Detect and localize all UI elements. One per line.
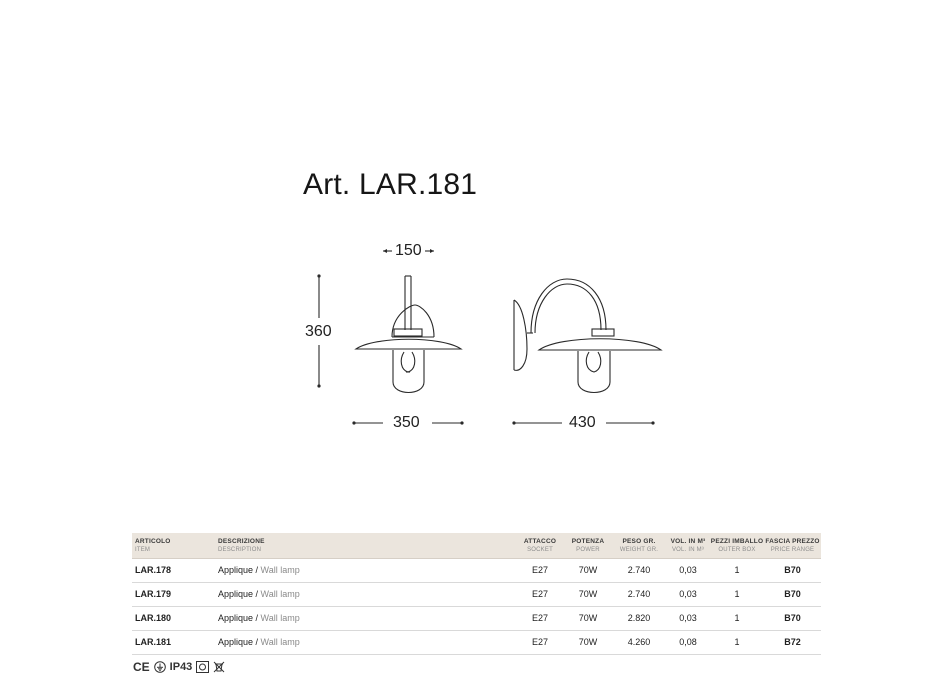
certification-marks [133, 660, 225, 674]
cell-price-range: B70 [784, 589, 801, 599]
cell-item: LAR.180 [135, 613, 172, 623]
header-volume: VOL. IN M³ VOL. IN M³ [670, 538, 706, 553]
cell-socket: E27 [531, 589, 548, 599]
cell-weight: 2.740 [627, 565, 651, 575]
dimension-height: 360 [302, 323, 335, 341]
header-weight: PESO GR. WEIGHT GR. [619, 538, 659, 553]
table-row [132, 583, 821, 607]
cell-item: LAR.178 [135, 565, 172, 575]
header-price-range: FASCIA PREZZO PRICE RANGE [765, 538, 820, 553]
page-title: Art. LAR.181 [303, 168, 478, 201]
cell-volume: 0,03 [679, 589, 697, 599]
cell-description: Applique / Wall lamp [218, 637, 300, 647]
dimension-top-width: 150 [392, 242, 425, 260]
cell-item: LAR.179 [135, 589, 172, 599]
header-socket: ATTACCO SOCKET [523, 538, 557, 553]
table-row [132, 559, 821, 583]
cell-outer-box: 1 [734, 637, 740, 647]
cell-power: 70W [578, 589, 598, 599]
cell-weight: 2.820 [627, 613, 651, 623]
cell-price-range: B70 [784, 613, 801, 623]
cell-price-range: B72 [784, 637, 801, 647]
cell-socket: E27 [531, 613, 548, 623]
ip-rating: IP43 [169, 661, 193, 673]
table-row [132, 607, 821, 631]
cell-volume: 0,03 [679, 613, 697, 623]
cell-weight: 4.260 [627, 637, 651, 647]
table-header [132, 533, 821, 559]
cell-outer-box: 1 [734, 589, 740, 599]
header-item: ARTICOLO ITEM [135, 538, 171, 553]
ground-symbol-icon [154, 661, 166, 673]
cell-weight: 2.740 [627, 589, 651, 599]
dimension-side-depth: 430 [566, 414, 599, 432]
table-row [132, 631, 821, 655]
cell-description: Applique / Wall lamp [218, 613, 300, 623]
cell-item: LAR.181 [135, 637, 172, 647]
lamp-safety-icon [196, 661, 209, 673]
cell-price-range: B70 [784, 565, 801, 575]
cell-volume: 0,08 [679, 637, 697, 647]
cell-socket: E27 [531, 637, 548, 647]
cell-power: 70W [578, 613, 598, 623]
cell-description: Applique / Wall lamp [218, 565, 300, 575]
product-table [132, 533, 821, 655]
cell-volume: 0,03 [679, 565, 697, 575]
side-view-lamp [514, 279, 661, 393]
header-description: DESCRIZIONE DESCRIPTION [218, 538, 265, 553]
weee-bin-icon [213, 661, 225, 673]
cell-socket: E27 [531, 565, 548, 575]
front-view-lamp [356, 276, 461, 393]
cell-outer-box: 1 [734, 613, 740, 623]
header-outer-box: PEZZI IMBALLO OUTER BOX [710, 538, 764, 553]
cell-power: 70W [578, 565, 598, 575]
cell-description: Applique / Wall lamp [218, 589, 300, 599]
dimension-front-width: 350 [390, 414, 423, 432]
ce-mark-icon: CE [133, 660, 150, 674]
cell-outer-box: 1 [734, 565, 740, 575]
cell-power: 70W [578, 637, 598, 647]
header-power: POTENZA POWER [571, 538, 605, 553]
